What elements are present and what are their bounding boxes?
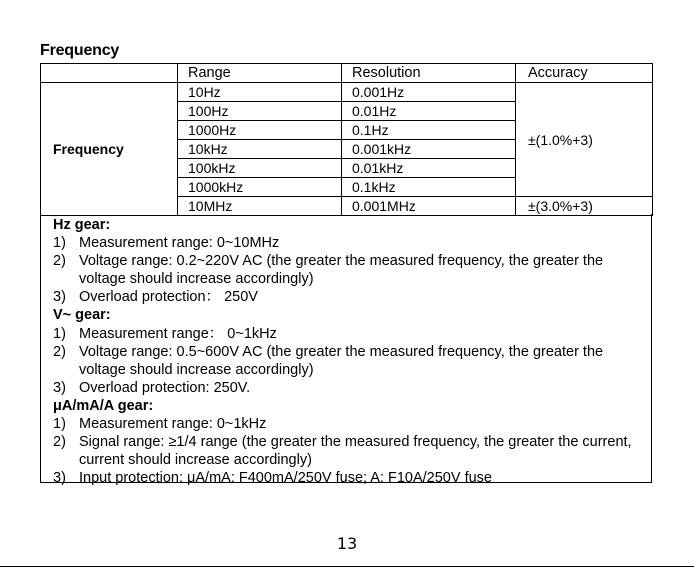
header-resolution: Resolution bbox=[342, 64, 516, 83]
item-text: Overload protection： 250V bbox=[79, 289, 258, 306]
v-gear-title: V~ gear: bbox=[53, 307, 111, 324]
resolution-cell: 0.1kHz bbox=[342, 178, 516, 197]
item-text: Measurement range: 0~10MHz bbox=[79, 235, 280, 252]
header-blank bbox=[41, 64, 178, 83]
item-text: Input protection: μA/mA: F400mA/250V fuse; A: F10A/250V fuse bbox=[79, 470, 492, 487]
range-cell: 1000Hz bbox=[178, 121, 342, 140]
list-item bbox=[53, 288, 651, 306]
item-text: Measurement range： 0~1kHz bbox=[79, 325, 277, 342]
table-header-row bbox=[41, 64, 653, 83]
accuracy-cell-main: ±(1.0%+3) bbox=[516, 83, 653, 197]
frequency-spec-table bbox=[40, 63, 653, 216]
accuracy-cell-last: ±(3.0%+3) bbox=[516, 197, 653, 216]
resolution-cell: 0.001kHz bbox=[342, 140, 516, 159]
list-item bbox=[53, 234, 651, 252]
item-number: 3) bbox=[53, 470, 66, 487]
resolution-cell: 0.1Hz bbox=[342, 121, 516, 140]
resolution-cell: 0.01kHz bbox=[342, 159, 516, 178]
item-number: 3) bbox=[53, 289, 66, 306]
range-cell: 100Hz bbox=[178, 102, 342, 121]
list-item bbox=[53, 379, 651, 397]
item-text: Overload protection: 250V. bbox=[79, 379, 251, 396]
range-cell: 100kHz bbox=[178, 159, 342, 178]
resolution-cell: 0.01Hz bbox=[342, 102, 516, 121]
range-cell: 10Hz bbox=[178, 83, 342, 102]
item-number: 1) bbox=[53, 416, 66, 433]
table-row bbox=[41, 83, 653, 102]
a-gear-title: μA/mA/A gear: bbox=[53, 397, 154, 414]
resolution-cell: 0.001Hz bbox=[342, 83, 516, 102]
resolution-cell: 0.001MHz bbox=[342, 197, 516, 216]
item-number: 3) bbox=[53, 379, 66, 396]
header-accuracy: Accuracy bbox=[516, 64, 653, 83]
page-number: 13 bbox=[336, 534, 358, 553]
header-range: Range bbox=[178, 64, 342, 83]
range-cell: 1000kHz bbox=[178, 178, 342, 197]
hz-gear-title: Hz gear: bbox=[53, 217, 111, 233]
item-number: 2) bbox=[53, 343, 66, 360]
list-item bbox=[53, 433, 651, 469]
range-cell: 10MHz bbox=[178, 197, 342, 216]
row-label-frequency: Frequency bbox=[41, 83, 178, 216]
page-divider bbox=[0, 566, 694, 567]
list-item bbox=[53, 252, 651, 288]
item-text: Measurement range: 0~1kHz bbox=[79, 416, 267, 433]
item-text: Signal range: ≥1/4 range (the greater the measured frequency, the greater the current, current should increase accordingly) bbox=[79, 434, 632, 469]
list-item bbox=[53, 325, 651, 343]
list-item bbox=[53, 343, 651, 379]
section-title: Frequency bbox=[40, 42, 120, 59]
item-number: 2) bbox=[53, 253, 66, 270]
item-text: Voltage range: 0.2~220V AC (the greater the measured frequency, the greater the voltage should increase accordingly) bbox=[79, 253, 604, 288]
item-number: 1) bbox=[53, 325, 66, 342]
item-number: 1) bbox=[53, 235, 66, 252]
list-item bbox=[53, 469, 651, 487]
gear-notes bbox=[40, 214, 652, 487]
item-number: 2) bbox=[53, 434, 66, 451]
list-item bbox=[53, 415, 651, 433]
item-text: Voltage range: 0.5~600V AC (the greater the measured frequency, the greater the voltage should increase accordingly) bbox=[79, 343, 604, 378]
range-cell: 10kHz bbox=[178, 140, 342, 159]
